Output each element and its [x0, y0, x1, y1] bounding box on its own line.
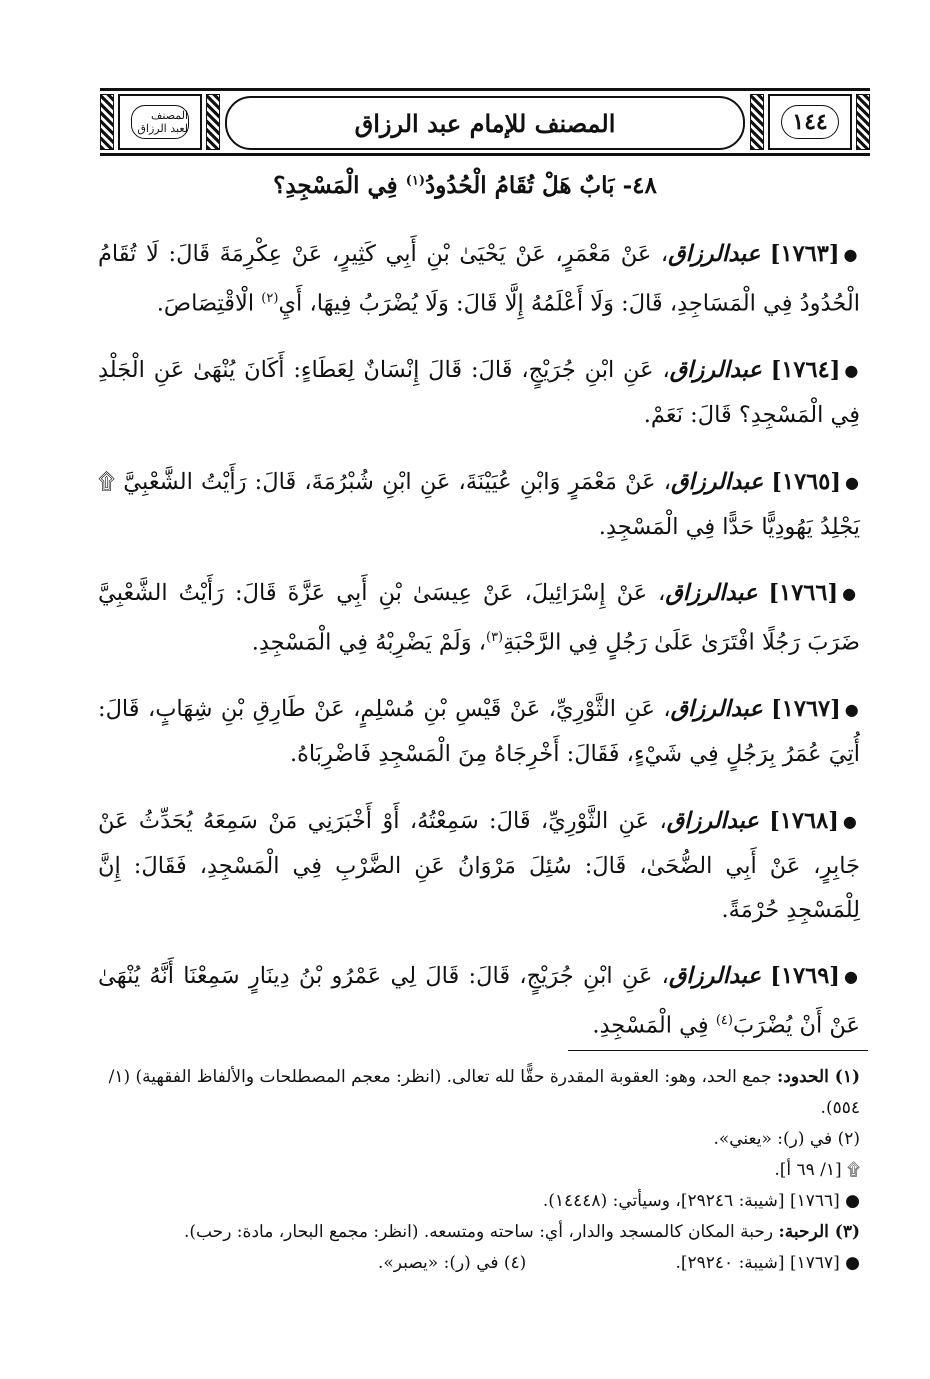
hadith-text: ، عَنِ ابْنِ جُرَيْجٍ، قَالَ: قَالَ إِنْسَانٌ لِعَطَاءٍ: أَكَانَ يُنْهَىٰ عَنِ الْجَلْدِ فِي الْمَسْجِدِ؟ قَالَ: نَعَمْ. [98, 357, 860, 428]
page-number-box [768, 94, 852, 150]
hadith-author: عبدالرزاق [668, 963, 762, 989]
running-title: المصنف للإمام عبد الرزاق [225, 96, 745, 150]
footnote-ref: (٢) [261, 291, 279, 306]
hadith-entry [98, 571, 860, 665]
hadith-number: [١٧٦٧] [771, 696, 841, 722]
hadith-author: عبدالرزاق [666, 807, 759, 834]
page-header [100, 88, 870, 156]
page-number-ornament [750, 94, 870, 150]
bullet-icon: ● [842, 811, 860, 831]
hadith-text: ، عَنِ الثَّوْرِيِّ، قَالَ: سَمِعْتُهُ، أَوْ أَخْبَرَنِي مَنْ سَمِعَهُ يُحَدِّثُ عَنْ جَابِرٍ، عَنْ أَبِي الضُّحَىٰ، قَالَ: سُئِلَ مَرْوَانُ عَنِ الضَّرْبِ فِي الْمَسْجِدِ، فَقَالَ: إِنَّ لِلْمَسْجِدِ حُرْمَةً. [98, 807, 860, 923]
bullet-icon: ● [844, 700, 860, 719]
hadith-text: ، عَنِ ابْنِ جُرَيْجٍ، قَالَ: قَالَ لِي عَمْرُو بْنُ دِينَارٍ سَمِعْنَا أَنَّهُ يُنْهَىٰ عَنْ أَنْ يُضْرَبَ [98, 963, 860, 1039]
hadith-entry [98, 460, 860, 549]
hadith-text: ، عَنِ الثَّوْرِيِّ، عَنْ قَيْسِ بْنِ مُسْلِمٍ، عَنْ طَارِقِ بْنِ شِهَابٍ، قَالَ: أُتِيَ عُمَرُ بِرَجُلٍ فِي شَيْءٍ، فَقَالَ: أَخْرِجَاهُ مِنَ الْمَسْجِدِ فَاضْرِبَاهُ. [98, 696, 860, 767]
hadith-author: عبدالرزاق [671, 468, 764, 495]
page-number: ١٤٤ [781, 105, 839, 138]
ornament-strip [856, 94, 870, 150]
emblem-box [118, 94, 202, 150]
hadith-number: [١٧٦٣] [769, 241, 840, 267]
hadith-text-end: فِي الْمَسْجِدِ. [592, 1012, 709, 1039]
hadith-author: عبدالرزاق [669, 357, 762, 383]
hadith-list [98, 232, 860, 1062]
emblem-ornament [100, 94, 220, 150]
cross-reference: ● [١٧٦٧] [شيبة: ٢٩٢٤٠]. [675, 1253, 860, 1273]
hadith-number: [١٧٦٤] [770, 357, 841, 383]
hadith-text: ، عَنْ مَعْمَرٍ وَابْنِ عُيَيْنَةَ، عَنِ ابْنِ شُبْرُمَةَ، قَالَ: رَأَيْتُ الشَّعْبِيَّ ۩ يَجْلِدُ يَهُودِيًّا حَدًّا فِي الْمَسْجِدِ. [98, 468, 860, 540]
footnote-ref: (١) [405, 173, 425, 189]
hadith-entry [98, 799, 860, 932]
footnotes [98, 1062, 860, 1279]
footnote-divider [568, 1050, 868, 1051]
hadith-entry [98, 687, 860, 776]
footnote-3 [98, 1217, 860, 1248]
hadith-entry [98, 954, 860, 1048]
hadith-author: عبدالرزاق [665, 580, 758, 606]
ornament-strip [206, 94, 220, 150]
footnote-ref: (٤) [715, 1013, 733, 1028]
hadith-author: عبدالرزاق [670, 696, 763, 722]
footnote-label: (١) الحدود: [776, 1067, 860, 1087]
ornament-strip [100, 94, 114, 150]
hadith-text: ، عَنْ مَعْمَرٍ، عَنْ يَحْيَىٰ بْنِ أَبِي كَثِيرٍ، عَنْ عِكْرِمَةَ قَالَ: لَا تُقَامُ الْحُدُودُ فِي الْمَسَاجِدِ، قَالَ: وَلَا أَعْلَمُهُ إِلَّا قَالَ: وَلَا يُضْرَبُ فِيهَا، أَيِ [98, 241, 860, 317]
cross-reference: ● [١٧٦٦] [شيبة: ٢٩٢٤٦]، وسيأتي: (١٤٤٤٨). [542, 1191, 860, 1211]
hadith-text-end: ، وَلَمْ يَضْرِبْهُ فِي الْمَسْجِدِ. [251, 629, 486, 656]
footnote-2: (٢) في (ر): «يعني». [713, 1129, 860, 1149]
emblem-icon [131, 105, 189, 138]
hadith-number: [١٧٦٦] [768, 580, 839, 606]
footnote-4: (٤) في (ر): «يصبر». [378, 1253, 527, 1273]
bullet-icon: ● [845, 472, 861, 492]
hadith-author: عبدالرزاق [668, 241, 761, 267]
footnote-row-last [98, 1248, 860, 1279]
footnote-text: رحبة المكان كالمسجد والدار، أي: ساحته ومتسعه. (انظر: مجمع البحار، مادة: رحب). [183, 1222, 774, 1242]
bullet-icon: ● [842, 584, 860, 603]
chapter-title [60, 172, 870, 199]
hadith-number: [١٧٦٥] [771, 468, 842, 495]
footnote-1 [98, 1062, 860, 1124]
emblem-text: المصنف لعبد الرزاق [137, 109, 188, 135]
manuscript-page-ref: ۩ [١/ ٦٩ أ]. [774, 1160, 860, 1180]
hadith-text-end: الْاقْتِصَاصَ. [156, 290, 255, 317]
bullet-icon: ● [843, 967, 860, 986]
hadith-number: [١٧٦٩] [770, 963, 840, 989]
hadith-text: ، عَنْ إِسْرَائِيلَ، عَنْ عِيسَىٰ بْنِ أَبِي عَزَّةَ قَالَ: رَأَيْتُ الشَّعْبِيَّ ضَرَبَ رَجُلًا افْتَرَىٰ عَلَىٰ رَجُلٍ فِي الرَّحْبَةِ [98, 580, 860, 656]
footnote-label: (٣) الرحبة: [778, 1222, 860, 1242]
footnote-text: جمع الحد، وهو: العقوبة المقدرة حقًّا لله تعالى. (انظر: معجم المصطلحات والألفاظ الفقهية) (١/ ٥٥٤). [108, 1067, 860, 1118]
footnote-ref: (٣) [485, 630, 504, 645]
ornament-strip [750, 94, 764, 150]
bullet-icon: ● [844, 361, 860, 380]
hadith-entry [98, 232, 860, 326]
chapter-title-text: ٤٨- بَابٌ هَلْ تُقَامُ الْحُدُودُ [424, 172, 657, 199]
hadith-number: [١٧٦٨] [769, 807, 839, 834]
chapter-title-end: فِي الْمَسْجِدِ؟ [273, 172, 398, 199]
hadith-entry [98, 348, 860, 437]
bullet-icon: ● [843, 245, 860, 264]
